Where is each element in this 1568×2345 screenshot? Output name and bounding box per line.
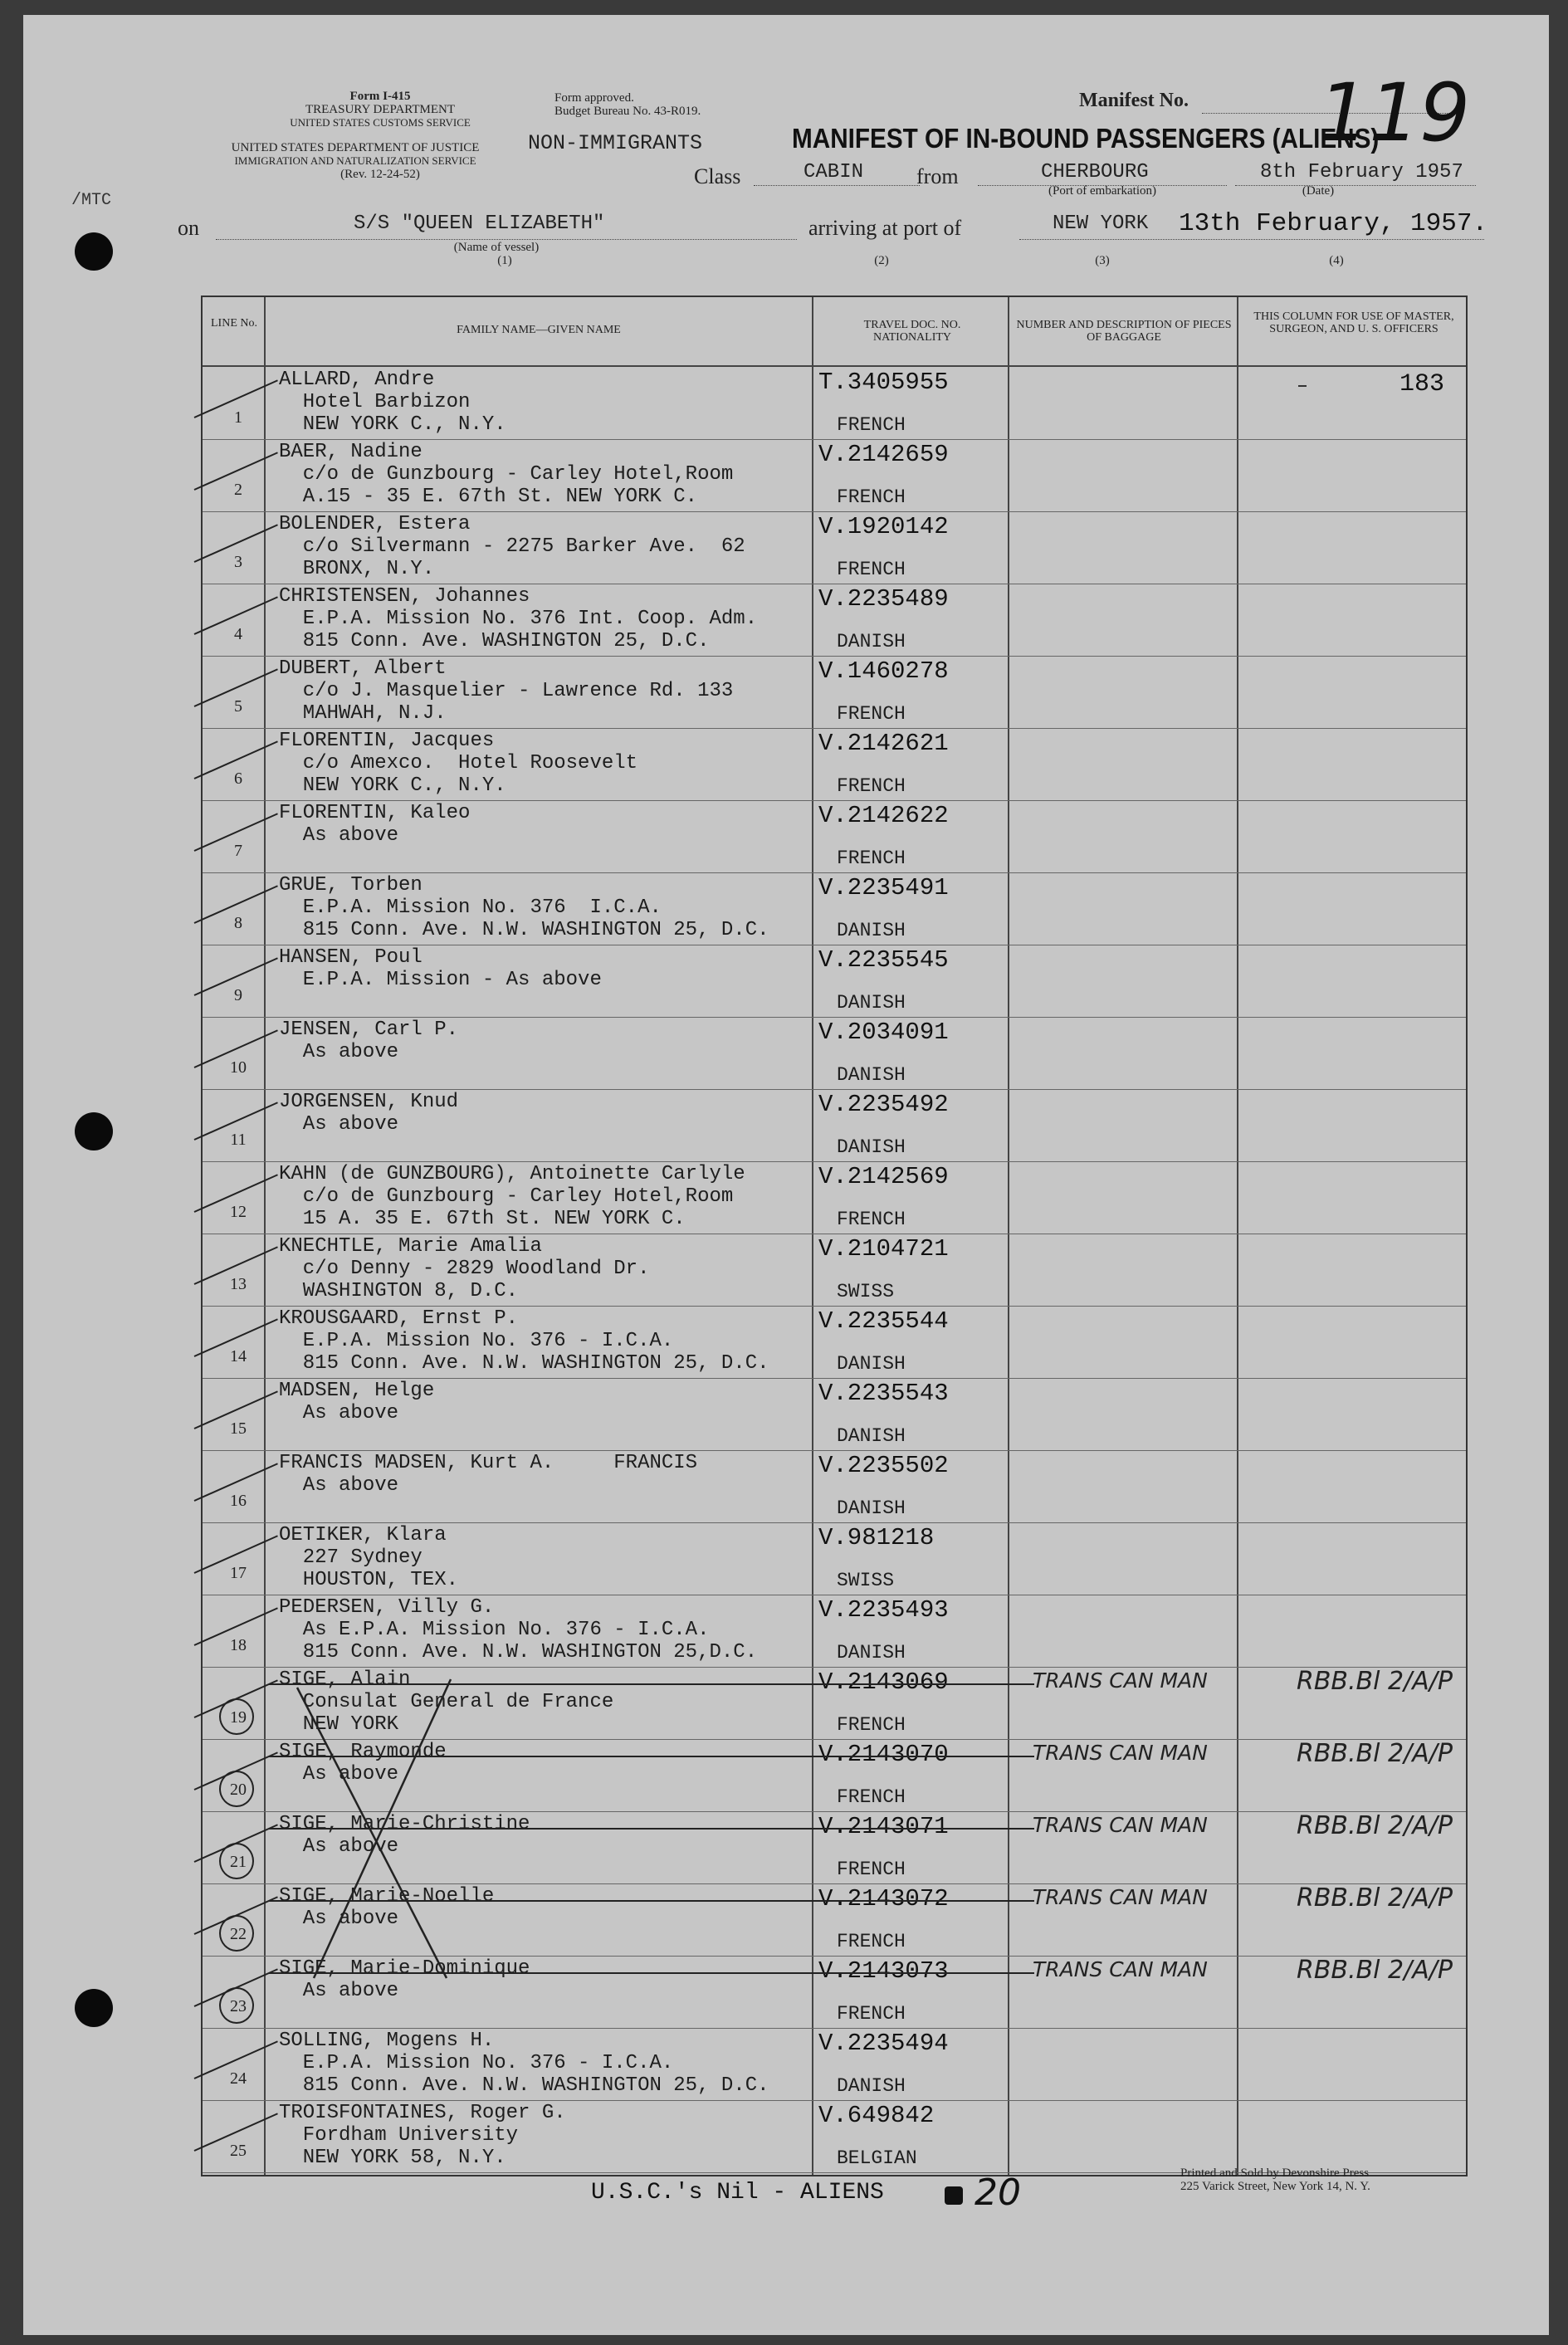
- revision: (Rev. 12-24-52): [340, 168, 420, 181]
- officer-signature: RBB.Bl 2/A/P: [1297, 1811, 1453, 1840]
- table-row: [203, 656, 1466, 728]
- class-line: [754, 185, 920, 186]
- arrival-line: [1019, 239, 1484, 240]
- category: NON-IMMIGRANTS: [528, 131, 703, 155]
- line-number: 4: [234, 625, 242, 643]
- table-row: [203, 367, 1466, 439]
- nationality: DANISH: [837, 1064, 906, 1086]
- table-row: [203, 1234, 1466, 1306]
- nationality: FRENCH: [837, 848, 906, 869]
- nationality: DANISH: [837, 920, 906, 941]
- line-number: 2: [234, 481, 242, 499]
- travel-doc-number: V.2143071: [818, 1813, 949, 1840]
- punch-hole-top: [75, 232, 113, 271]
- line-number: 8: [234, 914, 242, 932]
- nationality: DANISH: [837, 1353, 906, 1375]
- cancellation-x: [281, 1663, 463, 1995]
- passenger-name: CHRISTENSEN, Johannes E.P.A. Mission No. 376 Int. Coop. Adm. 815 Conn. Ave. WASHINGTON 25, D.C.: [279, 585, 758, 652]
- line-number: 23: [230, 1997, 247, 2015]
- nationality: DANISH: [837, 1497, 906, 1519]
- travel-doc-number: V.2142622: [818, 802, 949, 829]
- redaction-mark: [945, 2186, 963, 2205]
- passenger-name: FRANCIS MADSEN, Kurt A. FRANCIS As above: [279, 1452, 698, 1497]
- travel-doc-number: V.2142569: [818, 1163, 949, 1190]
- nationality: FRENCH: [837, 1931, 906, 1952]
- table-row: [203, 1306, 1466, 1378]
- travel-doc-number: V.1460278: [818, 657, 949, 685]
- nationality: FRENCH: [837, 703, 906, 725]
- nationality: DANISH: [837, 631, 906, 652]
- nationality: FRENCH: [837, 414, 906, 436]
- line-number: 3: [234, 553, 242, 571]
- header-family-name: FAMILY NAME—GIVEN NAME: [457, 324, 621, 336]
- line-number: 21: [230, 1853, 247, 1871]
- travel-doc-number: V.2143070: [818, 1741, 949, 1768]
- line-number: 16: [230, 1492, 247, 1510]
- department: TREASURY DEPARTMENT: [305, 103, 456, 116]
- passenger-name: DUBERT, Albert c/o J. Masquelier - Lawrence Rd. 133 MAHWAH, N.J.: [279, 657, 734, 725]
- baggage-note: TRANS CAN MAN: [1033, 1885, 1208, 1909]
- travel-doc-number: T.3405955: [818, 369, 949, 396]
- col2-num: (2): [874, 254, 889, 267]
- travel-doc-number: V.2142659: [818, 441, 949, 468]
- travel-doc-number: V.2142621: [818, 730, 949, 757]
- passenger-name: FLORENTIN, Jacques c/o Amexco. Hotel Roosevelt NEW YORK C., N.Y.: [279, 730, 638, 797]
- passenger-name: SIGE, Marie-Dominique As above: [279, 1957, 530, 2002]
- line-number: 19: [230, 1708, 247, 1727]
- travel-doc-number: V.2104721: [818, 1235, 949, 1263]
- table-row: [203, 1522, 1466, 1595]
- travel-doc-number: V.981218: [818, 1524, 935, 1551]
- line-number: 15: [230, 1419, 247, 1438]
- nationality: FRENCH: [837, 1859, 906, 1880]
- baggage-note: TRANS CAN MAN: [1033, 1741, 1208, 1765]
- line-number: 24: [230, 2069, 247, 2088]
- table-row: [203, 1450, 1466, 1522]
- arrival-date: 13th February, 1957.: [1179, 209, 1488, 238]
- travel-doc-number: V.2235502: [818, 1452, 949, 1479]
- travel-doc-number: V.2235491: [818, 874, 949, 901]
- passenger-name: ALLARD, Andre Hotel Barbizon NEW YORK C., N.Y.: [279, 369, 506, 436]
- passenger-name: OETIKER, Klara 227 Sydney HOUSTON, TEX.: [279, 1524, 459, 1591]
- line-number: 1: [234, 408, 242, 427]
- passenger-name: HANSEN, Poul E.P.A. Mission - As above: [279, 946, 602, 991]
- date-line: [1235, 185, 1476, 186]
- line-number: 20: [230, 1781, 247, 1799]
- nationality: FRENCH: [837, 775, 906, 797]
- passenger-name: BAER, Nadine c/o de Gunzbourg - Carley Hotel,Room A.15 - 35 E. 67th St. NEW YORK C.: [279, 441, 734, 508]
- officer-signature: RBB.Bl 2/A/P: [1297, 1883, 1453, 1913]
- dept-justice: UNITED STATES DEPARTMENT OF JUSTICE: [231, 141, 480, 154]
- travel-doc-number: V.2143072: [818, 1885, 949, 1913]
- nationality: FRENCH: [837, 486, 906, 508]
- officer-dash: [1298, 385, 1307, 387]
- passenger-name: JORGENSEN, Knud As above: [279, 1091, 459, 1136]
- table-row: [203, 1017, 1466, 1089]
- ins: IMMIGRATION AND NATURALIZATION SERVICE: [234, 154, 476, 167]
- line-number: 13: [230, 1275, 247, 1293]
- line-number: 9: [234, 986, 242, 1004]
- manifest-no: 119: [1318, 66, 1471, 159]
- passenger-name: TROISFONTAINES, Roger G. Fordham University NEW YORK 58, N.Y.: [279, 2102, 566, 2169]
- from-label: from: [916, 164, 959, 188]
- line-number: 5: [234, 697, 242, 716]
- table-row: [203, 511, 1466, 584]
- passenger-name: SIGE, Marie-Christine As above: [279, 1813, 530, 1858]
- nationality: FRENCH: [837, 559, 906, 580]
- passenger-name: JENSEN, Carl P. As above: [279, 1019, 459, 1063]
- baggage-note: TRANS CAN MAN: [1033, 1813, 1208, 1837]
- arriving-label: arriving at port of: [808, 216, 962, 240]
- footer-summary: U.S.C.'s Nil - ALIENS: [591, 2180, 884, 2206]
- table-row: [203, 439, 1466, 511]
- officer-signature: RBB.Bl 2/A/P: [1297, 1667, 1453, 1696]
- table-row: [203, 584, 1466, 656]
- header-travel-doc: TRAVEL DOC. NO. NATIONALITY: [863, 319, 961, 344]
- table-row: [203, 800, 1466, 872]
- header-baggage: NUMBER AND DESCRIPTION OF PIECES OF BAGGAGE: [1016, 319, 1232, 344]
- passenger-name: FLORENTIN, Kaleo As above: [279, 802, 471, 847]
- passenger-name: GRUE, Torben E.P.A. Mission No. 376 I.C.A. 815 Conn. Ave. N.W. WASHINGTON 25, D.C.: [279, 874, 769, 941]
- line-number: 22: [230, 1925, 247, 1943]
- travel-doc-number: V.2034091: [818, 1019, 949, 1046]
- travel-doc-number: V.2235494: [818, 2030, 949, 2057]
- officer-signature: RBB.Bl 2/A/P: [1297, 1956, 1453, 1985]
- class-label: Class: [694, 164, 741, 188]
- printer-line-1: Printed and Sold by Devonshire Press: [1180, 2167, 1370, 2180]
- line-number: 12: [230, 1203, 247, 1221]
- nationality: FRENCH: [837, 1786, 906, 1808]
- travel-doc-number: V.649842: [818, 2102, 935, 2129]
- travel-doc-number: V.2235543: [818, 1380, 949, 1407]
- arrival-port: NEW YORK: [1053, 213, 1149, 235]
- date-caption: (Date): [1302, 184, 1335, 198]
- table-row: [203, 1378, 1466, 1450]
- nationality: BELGIAN: [837, 2147, 917, 2169]
- nationality: FRENCH: [837, 1714, 906, 1736]
- manifest-no-label: Manifest No.: [1079, 90, 1189, 111]
- passenger-name: SIGE, Marie-Noelle As above: [279, 1885, 495, 1930]
- header-line-no: LINE No.: [211, 317, 257, 330]
- vessel-name: S/S "QUEEN ELIZABETH": [354, 213, 605, 235]
- nationality: SWISS: [837, 1570, 895, 1591]
- col4-num: (4): [1329, 254, 1344, 267]
- printer-line-2: 225 Varick Street, New York 14, N. Y.: [1180, 2180, 1370, 2193]
- col3-num: (3): [1095, 254, 1110, 267]
- nationality: DANISH: [837, 2075, 906, 2097]
- passenger-name: BOLENDER, Estera c/o Silvermann - 2275 Barker Ave. 62 BRONX, N.Y.: [279, 513, 745, 580]
- travel-doc-number: V.1920142: [818, 513, 949, 540]
- travel-doc-number: V.2143069: [818, 1668, 949, 1696]
- passenger-name: KROUSGAARD, Ernst P. E.P.A. Mission No. 376 - I.C.A. 815 Conn. Ave. N.W. WASHINGTON 25, D.C.: [279, 1307, 769, 1375]
- punch-hole-middle: [75, 1112, 113, 1151]
- passenger-name: SOLLING, Mogens H. E.P.A. Mission No. 376 - I.C.A. 815 Conn. Ave. N.W. WASHINGTON 25, D.C.: [279, 2030, 769, 2097]
- table-row: [203, 2028, 1466, 2100]
- travel-doc-number: V.2235492: [818, 1091, 949, 1118]
- form-approved: Form approved.: [554, 91, 634, 105]
- line-number: 7: [234, 842, 242, 860]
- manifest-sheet: [23, 15, 1549, 2335]
- line-number: 6: [234, 769, 242, 788]
- nationality: DANISH: [837, 1136, 906, 1158]
- departure-date: 8th February 1957: [1260, 161, 1463, 183]
- passenger-name: SIGE, Raymonde As above: [279, 1741, 447, 1786]
- nationality: SWISS: [837, 1281, 895, 1302]
- nationality: DANISH: [837, 1642, 906, 1663]
- line-number: 17: [230, 1564, 247, 1582]
- passenger-name: PEDERSEN, Villy G. As E.P.A. Mission No. 376 - I.C.A. 815 Conn. Ave. N.W. WASHINGTON 25,D.C.: [279, 1596, 758, 1663]
- table-row: [203, 872, 1466, 945]
- passenger-name: KNECHTLE, Marie Amalia c/o Denny - 2829 Woodland Dr. WASHINGTON 8, D.C.: [279, 1235, 650, 1302]
- form-number: Form I-415: [349, 90, 411, 103]
- nationality: FRENCH: [837, 2003, 906, 2025]
- table-row: [203, 728, 1466, 800]
- table-row: [203, 945, 1466, 1017]
- table-row: [203, 1595, 1466, 1667]
- vessel-colnum: (1): [497, 254, 512, 267]
- margin-mark: /MTC: [71, 191, 112, 210]
- baggage-note: TRANS CAN MAN: [1033, 1668, 1208, 1693]
- header-officers: THIS COLUMN FOR USE OF MASTER, SURGEON, AND U. S. OFFICERS: [1253, 310, 1454, 335]
- table-row: [203, 1161, 1466, 1234]
- budget-bureau: Budget Bureau No. 43-R019.: [554, 105, 701, 118]
- customs-service: UNITED STATES CUSTOMS SERVICE: [290, 116, 471, 129]
- line-number: 25: [230, 2142, 247, 2160]
- line-number: 18: [230, 1636, 247, 1654]
- port-embarkation-caption: (Port of embarkation): [1048, 184, 1156, 198]
- class-value: CABIN: [804, 161, 864, 183]
- officer-note: 183: [1399, 370, 1445, 398]
- travel-doc-number: V.2235544: [818, 1307, 949, 1335]
- nationality: DANISH: [837, 1425, 906, 1447]
- officer-signature: RBB.Bl 2/A/P: [1297, 1739, 1453, 1768]
- vessel-line: [216, 239, 797, 240]
- passenger-name: MADSEN, Helge As above: [279, 1380, 435, 1424]
- travel-doc-number: V.2235545: [818, 946, 949, 974]
- travel-doc-number: V.2235489: [818, 585, 949, 613]
- table-row: [203, 2100, 1466, 2172]
- line-number: 14: [230, 1347, 247, 1365]
- travel-doc-number: V.2143073: [818, 1957, 949, 1985]
- table-row: [203, 1089, 1466, 1161]
- passenger-name: KAHN (de GUNZBOURG), Antoinette Carlyle c/o de Gunzbourg - Carley Hotel,Room 15 A. 35 E. 67th St. NEW YORK C.: [279, 1163, 745, 1230]
- port-embarkation: CHERBOURG: [1041, 161, 1149, 183]
- nationality: DANISH: [837, 992, 906, 1014]
- punch-hole-bottom: [75, 1989, 113, 2027]
- vessel-caption: (Name of vessel): [453, 241, 540, 254]
- footer-count: 20: [975, 2172, 1021, 2214]
- baggage-note: TRANS CAN MAN: [1033, 1957, 1208, 1981]
- nationality: FRENCH: [837, 1209, 906, 1230]
- line-number: 10: [230, 1058, 247, 1077]
- passenger-name: SIGE, Alain Consulat General de France NEW YORK: [279, 1668, 614, 1736]
- manifest-title: MANIFEST OF IN-BOUND PASSENGERS (ALIENS): [792, 123, 1380, 154]
- travel-doc-number: V.2235493: [818, 1596, 949, 1624]
- line-number: 11: [230, 1131, 247, 1149]
- on-label: on: [178, 216, 199, 240]
